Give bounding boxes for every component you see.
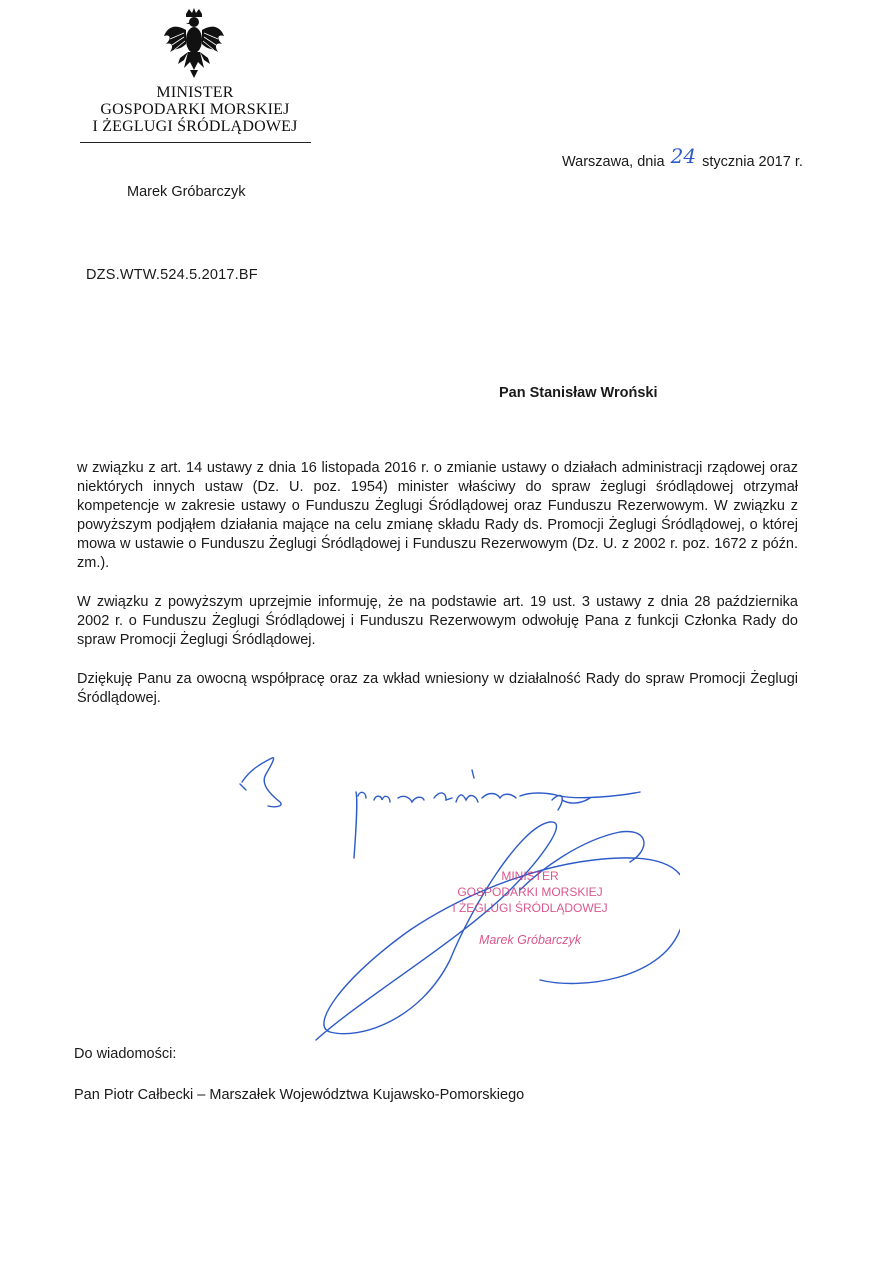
date-prefix: Warszawa, dnia	[562, 154, 665, 170]
reference-number: DZS.WTW.524.5.2017.BF	[86, 267, 258, 283]
sender-name: Marek Gróbarczyk	[127, 184, 246, 200]
letter-body	[77, 459, 798, 728]
eagle-emblem-icon	[162, 8, 226, 80]
paragraph-3: Dziękuję Panu za owocną współpracę oraz za wkład wniesiony w działalność Rady do spraw Promocji Żeglugi Śródlądowej.	[77, 671, 798, 706]
cc-heading: Do wiadomości:	[74, 1046, 177, 1062]
stamp-line: I ŻEGLUGI ŚRÓDLĄDOWEJ	[452, 901, 608, 915]
stamp-line: MINISTER	[501, 869, 559, 883]
paragraph-2: W związku z powyższym uprzejmie informuję, że na podstawie art. 19 ust. 3 ustawy z dnia 28 października 2002 r. o Funduszu Żeglugi Śródlądowej i Funduszu Rezerwowym odwołuję Pana z funkcji Członka Rady do spraw Promocji Żeglugi Śródlądowej.	[77, 594, 798, 648]
letterhead-line: GOSPODARKI MORSKIEJ	[100, 101, 290, 118]
letterhead-divider	[80, 142, 311, 143]
place-and-date	[562, 144, 803, 171]
stamp-line: GOSPODARKI MORSKIEJ	[457, 885, 603, 899]
paragraph-1: w związku z art. 14 ustawy z dnia 16 listopada 2016 r. o zmianie ustawy o działach administracji rządowej oraz niektórych innych ustaw (Dz. U. poz. 1954) minister właściwy do spraw żeglugi śródlądowej otrzymał kompetencje w zakresie ustawy o Funduszu Żeglugi Śródlądowej oraz Funduszu Rezerwowym. W związku z powyższym podjąłem działania mające na celu zmianę składu Rady ds. Promocji Żeglugi Śródlądowej, o której mowa w ustawie o Funduszu Żeglugi Śródlądowej i Funduszu Rezerwowym (Dz. U. z 2002 r. poz. 1672 z późn. zm.).	[77, 460, 798, 571]
official-stamp	[430, 868, 630, 948]
letterhead-title	[80, 84, 310, 135]
addressee: Pan Stanisław Wroński	[499, 385, 658, 401]
letterhead-line: MINISTER	[156, 84, 234, 101]
cc-recipient: Pan Piotr Całbecki – Marszałek Województwa Kujawsko-Pomorskiego	[74, 1087, 525, 1103]
stamp-name: Marek Gróbarczyk	[478, 933, 582, 947]
handwritten-day: 24	[670, 144, 697, 168]
letterhead-line: I ŻEGLUGI ŚRÓDLĄDOWEJ	[92, 118, 298, 135]
date-suffix: stycznia 2017 r.	[702, 154, 803, 170]
